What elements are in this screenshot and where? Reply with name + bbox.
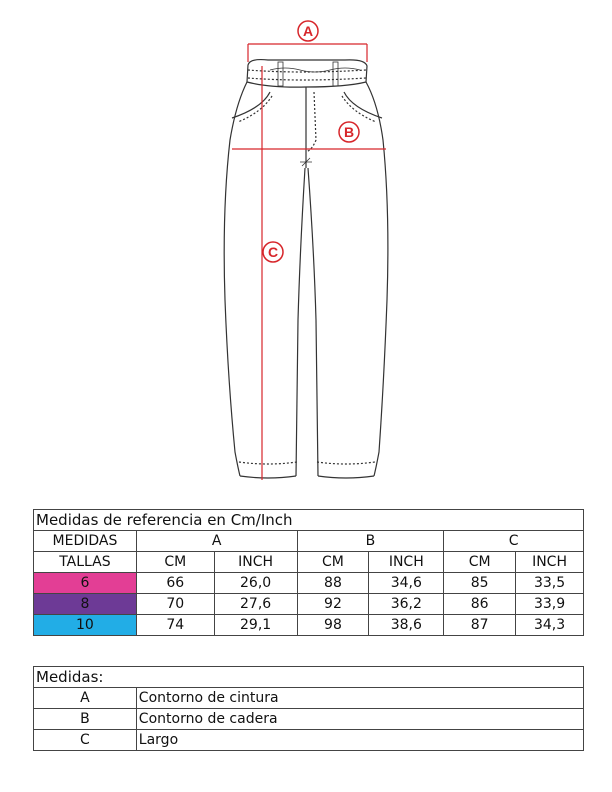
legend-key: C [34, 730, 137, 751]
table-row [34, 573, 584, 594]
value-cell: 66 [136, 573, 214, 594]
measure-label-a: A [302, 23, 314, 39]
size-10-cell: 10 [34, 615, 137, 636]
table-row [34, 615, 584, 636]
value-cell: 88 [297, 573, 369, 594]
legend-key: B [34, 709, 137, 730]
unit-header: INCH [369, 552, 444, 573]
size-6-cell: 6 [34, 573, 137, 594]
measures-legend-table [33, 666, 584, 751]
value-cell: 27,6 [214, 594, 297, 615]
value-cell: 34,6 [369, 573, 444, 594]
header-sizes: TALLAS [34, 552, 137, 573]
value-cell: 38,6 [369, 615, 444, 636]
group-a-header: A [136, 531, 297, 552]
unit-header: INCH [214, 552, 297, 573]
value-cell: 33,9 [516, 594, 584, 615]
measure-label-b: B [343, 124, 355, 140]
measure-label-c: C [267, 244, 279, 260]
value-cell: 34,3 [516, 615, 584, 636]
list-item [34, 709, 584, 730]
legend-label: Contorno de cadera [136, 709, 583, 730]
unit-header: CM [136, 552, 214, 573]
legend-title: Medidas: [34, 667, 584, 688]
legend-label: Largo [136, 730, 583, 751]
group-c-header: C [444, 531, 584, 552]
value-cell: 70 [136, 594, 214, 615]
value-cell: 74 [136, 615, 214, 636]
size-8-cell: 8 [34, 594, 137, 615]
value-cell: 86 [444, 594, 516, 615]
group-b-header: B [297, 531, 444, 552]
unit-header: CM [444, 552, 516, 573]
value-cell: 92 [297, 594, 369, 615]
legend-key: A [34, 688, 137, 709]
size-table-title: Medidas de referencia en Cm/Inch [34, 510, 584, 531]
list-item [34, 730, 584, 751]
size-table [33, 509, 584, 636]
legend-label: Contorno de cintura [136, 688, 583, 709]
header-measures: MEDIDAS [34, 531, 137, 552]
value-cell: 87 [444, 615, 516, 636]
value-cell: 85 [444, 573, 516, 594]
value-cell: 33,5 [516, 573, 584, 594]
table-row [34, 594, 584, 615]
unit-header: CM [297, 552, 369, 573]
list-item [34, 688, 584, 709]
value-cell: 98 [297, 615, 369, 636]
unit-header: INCH [516, 552, 584, 573]
value-cell: 29,1 [214, 615, 297, 636]
value-cell: 36,2 [369, 594, 444, 615]
value-cell: 26,0 [214, 573, 297, 594]
